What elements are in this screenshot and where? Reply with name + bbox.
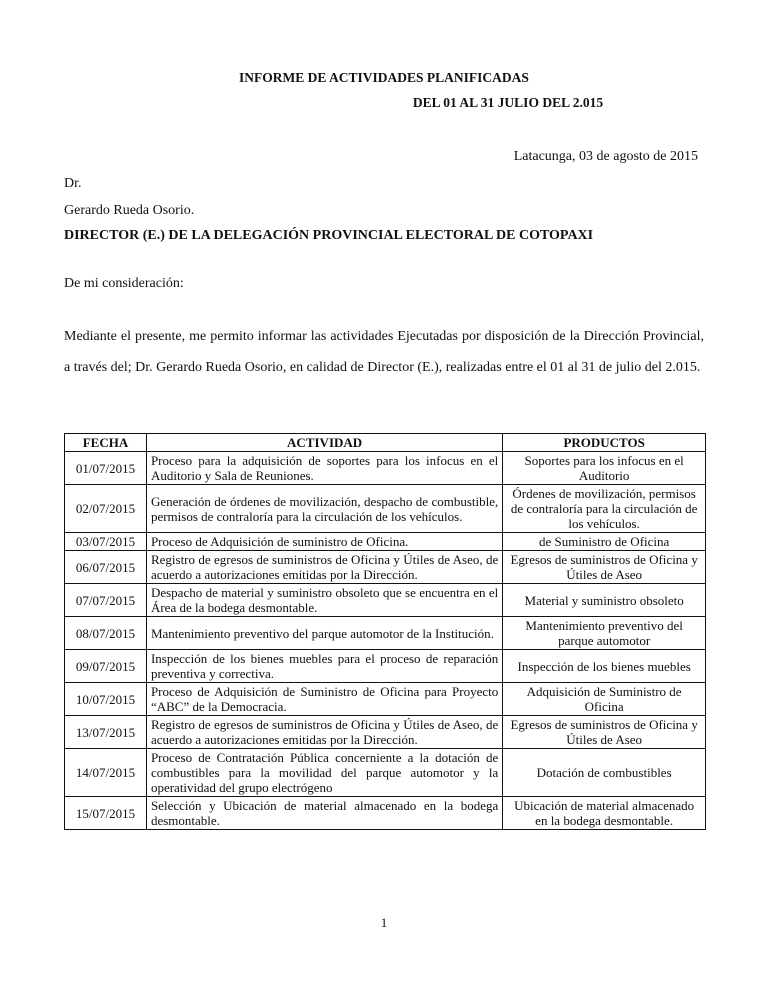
cell-actividad: Despacho de material y suministro obsoleto que se encuentra en el Área de la bodega desmontable. xyxy=(146,584,502,617)
cell-fecha: 06/07/2015 xyxy=(65,551,147,584)
cell-actividad: Proceso de Contratación Pública concerniente a la dotación de combustibles para la movilidad del parque automotor y la operatividad del grupo electrógeno xyxy=(146,749,502,797)
report-subtitle: DEL 01 AL 31 JULIO DEL 2.015 xyxy=(412,95,604,110)
cell-fecha: 13/07/2015 xyxy=(65,716,147,749)
cell-productos: de Suministro de Oficina xyxy=(503,533,706,551)
cell-actividad: Mantenimiento preventivo del parque automotor de la Institución. xyxy=(146,617,502,650)
cell-productos: Material y suministro obsoleto xyxy=(503,584,706,617)
cell-productos: Egresos de suministros de Oficina y Útiles de Aseo xyxy=(503,716,706,749)
cell-productos: Mantenimiento preventivo del parque automotor xyxy=(503,617,706,650)
cell-productos: Adquisición de Suministro de Oficina xyxy=(503,683,706,716)
header-fecha: FECHA xyxy=(65,434,147,452)
table-row xyxy=(65,584,706,617)
report-title: INFORME DE ACTIVIDADES PLANIFICADAS xyxy=(239,70,529,85)
table-row xyxy=(65,452,706,485)
cell-productos: Dotación de combustibles xyxy=(503,749,706,797)
activities-table xyxy=(64,433,706,830)
greeting: De mi consideración: xyxy=(64,276,184,291)
cell-fecha: 02/07/2015 xyxy=(65,485,147,533)
cell-fecha: 01/07/2015 xyxy=(65,452,147,485)
cell-actividad: Registro de egresos de suministros de Oficina y Útiles de Aseo, de acuerdo a autorizaciones emitidas por la Dirección. xyxy=(146,551,502,584)
cell-fecha: 15/07/2015 xyxy=(65,797,147,830)
table-row xyxy=(65,797,706,830)
header-productos: PRODUCTOS xyxy=(503,434,706,452)
header-actividad: ACTIVIDAD xyxy=(146,434,502,452)
table-row xyxy=(65,533,706,551)
cell-actividad: Proceso de Adquisición de suministro de Oficina. xyxy=(146,533,502,551)
cell-actividad: Registro de egresos de suministros de Oficina y Útiles de Aseo, de acuerdo a autorizaciones emitidas por la Dirección. xyxy=(146,716,502,749)
table-row xyxy=(65,683,706,716)
table-row xyxy=(65,551,706,584)
cell-fecha: 07/07/2015 xyxy=(65,584,147,617)
cell-actividad: Generación de órdenes de movilización, despacho de combustible, permisos de contraloría para la circulación de los vehículos. xyxy=(146,485,502,533)
cell-fecha: 10/07/2015 xyxy=(65,683,147,716)
table-row xyxy=(65,749,706,797)
cell-fecha: 09/07/2015 xyxy=(65,650,147,683)
table-row xyxy=(65,650,706,683)
cell-actividad: Proceso de Adquisición de Suministro de Oficina para Proyecto “ABC” de la Democracia. xyxy=(146,683,502,716)
recipient-name: Gerardo Rueda Osorio. xyxy=(64,203,195,218)
cell-fecha: 08/07/2015 xyxy=(65,617,147,650)
cell-productos: Inspección de los bienes muebles xyxy=(503,650,706,683)
cell-actividad: Inspección de los bienes muebles para el proceso de reparación preventiva y correctiva. xyxy=(146,650,502,683)
cell-productos: Órdenes de movilización, permisos de contraloría para la circulación de los vehículos. xyxy=(503,485,706,533)
cell-productos: Egresos de suministros de Oficina y Útiles de Aseo xyxy=(503,551,706,584)
cell-productos: Ubicación de material almacenado en la bodega desmontable. xyxy=(503,797,706,830)
table-row xyxy=(65,617,706,650)
page-number: 1 xyxy=(380,915,388,930)
table-row xyxy=(65,716,706,749)
cell-productos: Soportes para los infocus en el Auditorio xyxy=(503,452,706,485)
place-date: Latacunga, 03 de agosto de 2015 xyxy=(513,149,698,164)
table-header-row xyxy=(65,434,706,452)
body-paragraph: Mediante el presente, me permito informar las actividades Ejecutadas por disposición de la Dirección Provincial, a través del; Dr. Gerardo Rueda Osorio, en calidad de Director (E.), realizadas entre el 01 al 31 de julio del 2.015. xyxy=(64,329,704,375)
recipient-position: DIRECTOR (E.) DE LA DELEGACIÓN PROVINCIAL ELECTORAL DE COTOPAXI xyxy=(64,228,594,243)
cell-actividad: Proceso para la adquisición de soportes para los infocus en el Auditorio y Sala de Reuniones. xyxy=(146,452,502,485)
recipient-salutation: Dr. xyxy=(64,176,82,191)
cell-fecha: 03/07/2015 xyxy=(65,533,147,551)
cell-fecha: 14/07/2015 xyxy=(65,749,147,797)
table-row xyxy=(65,485,706,533)
cell-actividad: Selección y Ubicación de material almacenado en la bodega desmontable. xyxy=(146,797,502,830)
